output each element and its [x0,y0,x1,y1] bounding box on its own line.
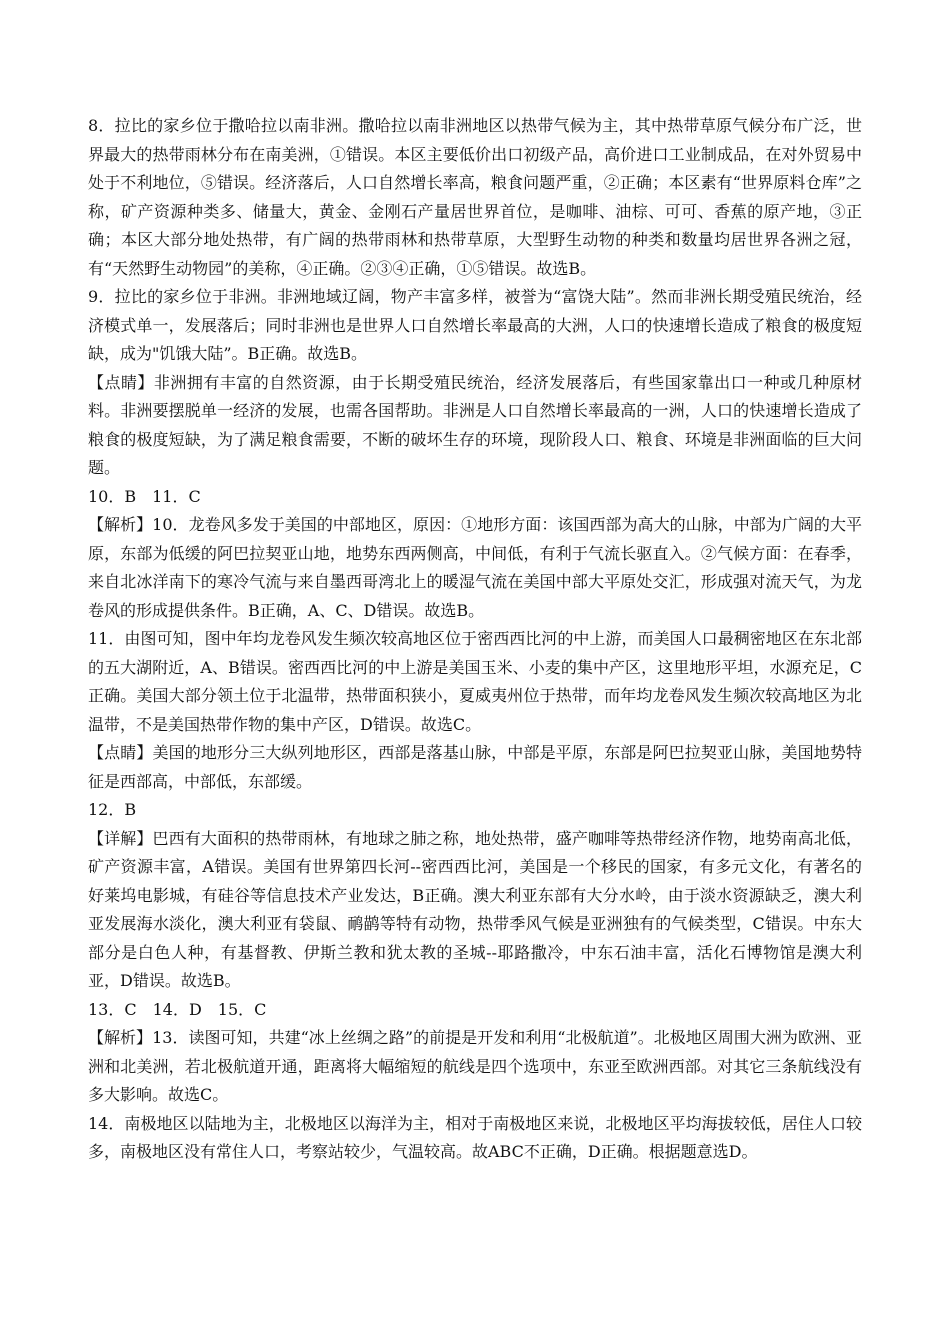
answer-9-paragraph: 9．拉比的家乡位于非洲。非洲地域辽阔，物产丰富多样，被誉为“富饶大陆”。然而非洲长期受殖民统治，经济模式单一，发展落后；同时非洲也是世界人口自然增长率最高的大洲，人口的快速增长造成了粮食的极度短缺，成为"饥饿大陆”。B正确。故选B。 [88,287,862,363]
tip-paragraph-usa: 【点睛】美国的地形分三大纵列地形区，西部是落基山脉，中部是平原，东部是阿巴拉契亚山脉，美国地势特征是西部高，中部低，东部缓。 [88,743,862,791]
answers-10-11-line: 10．B 11．C [88,486,201,506]
answer-text-body [88,112,862,1167]
answer-8-paragraph: 8．拉比的家乡位于撒哈拉以南非洲。撒哈拉以南非洲地区以热带气候为主，其中热带草原气候分布广泛，世界最大的热带雨林分布在南美洲，①错误。本区主要低价出口初级产品，高价进口工业制成品，在对外贸易中处于不利地位，⑤错误。经济落后，人口自然增长率高，粮食问题严重，②正确；本区素有“世界原料仓库”之称，矿产资源种类多、储量大，黄金、金刚石产量居世界首位，是咖啡、油棕、可可、香蕉的原产地，③正确；本区大部分地处热带，有广阔的热带雨林和热带草原，大型野生动物的种类和数量均居世界各洲之冠，有“天然野生动物园”的美称，④正确。②③④正确，①⑤错误。故选B。 [88,116,862,278]
tip-paragraph-africa: 【点睛】非洲拥有丰富的自然资源，由于长期受殖民统治，经济发展落后，有些国家靠出口一种或几种原材料。非洲要摆脱单一经济的发展，也需各国帮助。非洲是人口自然增长率最高的一洲，人口的快速增长造成了粮食的极度短缺，为了满足粮食需要，不断的破坏生存的环境，现阶段人口、粮食、环境是非洲面临的巨大问题。 [88,372,862,477]
answers-13-15-line: 13．C 14．D 15．C [88,999,267,1019]
answer-14-paragraph: 14．南极地区以陆地为主，北极地区以海洋为主，相对于南极地区来说，北极地区平均海拔较低，居住人口较多，南极地区没有常住人口，考察站较少，气温较高。故ABC不正确，D正确。根据题意选D。 [88,1113,862,1161]
answer-12-line: 12．B [88,800,137,819]
analysis-10-paragraph: 【解析】10．龙卷风多发于美国的中部地区，原因：①地形方面：该国西部为高大的山脉，中部为广阔的大平原，东部为低缓的阿巴拉契亚山地，地势东西两侧高，中间低，有利于气流长驱直入。②气候方面：在春季，来自北冰洋南下的寒冷气流与来自墨西哥湾北上的暖湿气流在美国中部大平原处交汇，形成强对流天气，为龙卷风的形成提供条件。B正确，A、C、D错误。故选B。 [88,515,862,620]
detail-12-paragraph: 【详解】巴西有大面积的热带雨林，有地球之肺之称，地处热带，盛产咖啡等热带经济作物，地势南高北低，矿产资源丰富，A错误。美国有世界第四长河--密西西比河，美国是一个移民的国家，有多元文化，有著名的好莱坞电影城，有硅谷等信息技术产业发达，B正确。澳大利亚东部有大分水岭，由于淡水资源缺乏，澳大利亚发展海水淡化，澳大利亚有袋鼠、鸸鹋等特有动物，热带季风气候是亚洲独有的气候类型，C错误。中东大部分是白色人种，有基督教、伊斯兰教和犹太教的圣城--耶路撒冷，中东石油丰富，活化石博物馆是澳大利亚，D错误。故选B。 [88,828,862,990]
answer-11-paragraph: 11．由图可知，图中年均龙卷风发生频次较高地区位于密西西比河的中上游，而美国人口最稠密地区在东北部的五大湖附近，A、B错误。密西西比河的中上游是美国玉米、小麦的集中产区，这里地形平坦，水源充足，C正确。美国大部分领土位于北温带，热带面积狭小，夏威夷州位于热带，而年均龙卷风发生频次较高地区为北温带，不是美国热带作物的集中产区，D错误。故选C。 [88,629,862,734]
analysis-13-paragraph: 【解析】13．读图可知，共建“冰上丝绸之路”的前提是开发和利用“北极航道”。北极地区周围大洲为欧洲、亚洲和北美洲，若北极航道开通，距离将大幅缩短的航线是四个选项中，东亚至欧洲西部。对其它三条航线没有多大影响。故选C。 [88,1028,862,1104]
